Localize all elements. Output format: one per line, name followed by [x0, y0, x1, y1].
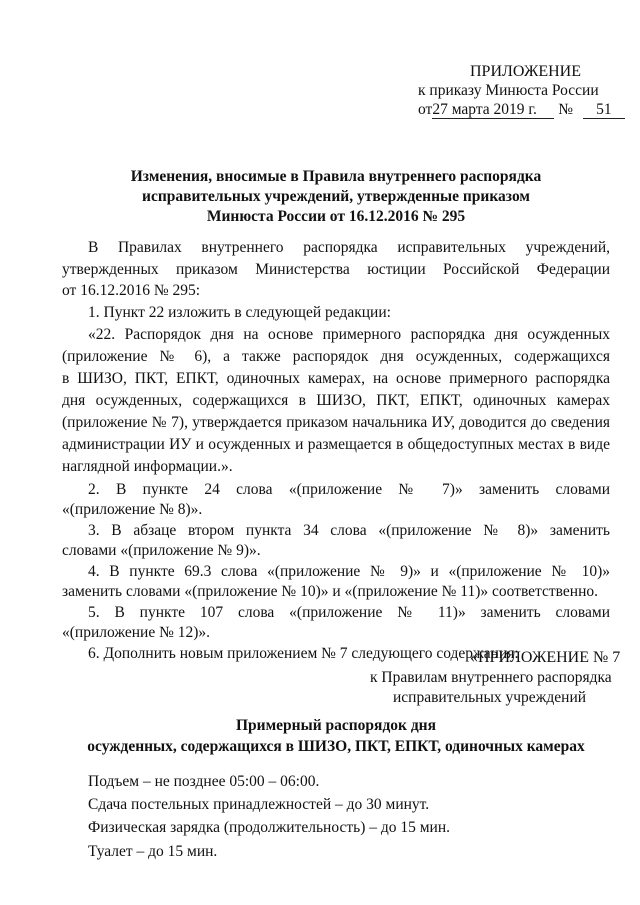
schedule-item: Физическая зарядка (продолжительность) – до 15 мин.: [88, 819, 451, 836]
order-number: 51: [583, 102, 625, 119]
title-line: Изменения, вносимые в Правила внутреннего распорядка: [130, 168, 542, 185]
title-line: исправительных учреждений, утвержденные приказом: [142, 188, 530, 205]
body-line: дня осужденных, содержащихся в ШИЗО, ПКТ, ЕПКТ, одиночных камерах: [62, 392, 610, 409]
from-label: от: [418, 101, 433, 118]
appendix-heading: ПРИЛОЖЕНИЕ: [470, 63, 582, 80]
body-line: словами «(приложение № 9)».: [62, 542, 261, 559]
title-line: Минюста России от 16.12.2016 № 295: [206, 208, 466, 225]
schedule-item: Туалет – до 15 мин.: [88, 843, 218, 860]
body-line: наглядной информации.».: [62, 458, 233, 475]
body-line: (приложение № 6), а также распорядок дня осужденных, содержащихся: [62, 348, 610, 365]
body-line: от 16.12.2016 № 295:: [62, 282, 201, 299]
schedule-item: Подъем – не позднее 05:00 – 06:00.: [88, 773, 320, 790]
order-date: 27 марта 2019 г.: [432, 102, 554, 119]
body-line: «22. Распорядок дня на основе примерного распорядка дня осужденных: [88, 326, 610, 343]
body-line: 3. В абзаце втором пункта 34 слова «(приложение № 8)» заменить: [88, 522, 610, 539]
body-line: заменить словами «(приложение № 10)» и «(приложение № 11)» соответственно.: [62, 583, 598, 600]
schedule-title-line: осужденных, содержащихся в ШИЗО, ПКТ, ЕПКТ, одиночных камерах: [87, 738, 585, 755]
body-line: «(приложение № 8)».: [62, 501, 203, 518]
body-line: 2. В пункте 24 слова «(приложение № 7)» заменить словами: [88, 481, 610, 498]
appendix-7-title: «ПРИЛОЖЕНИЕ № 7: [470, 649, 621, 666]
appendix-7-line2: к Правилам внутреннего распорядка: [370, 669, 612, 686]
appendix-7-line3: исправительных учреждений: [393, 689, 587, 706]
body-line: (приложение № 7), утверждается приказом начальника ИУ, доводится до сведения: [62, 414, 610, 431]
schedule-item: Сдача постельных принадлежностей – до 30 минут.: [88, 796, 430, 813]
body-line: администрации ИУ и осужденных и размещается в общедоступных местах в виде: [62, 436, 610, 453]
body-line: 4. В пункте 69.3 слова «(приложение № 9)» и «(приложение № 10)»: [88, 563, 610, 580]
body-line: утвержденных приказом Министерства юстиции Российской Федерации: [62, 261, 610, 278]
body-line: 1. Пункт 22 изложить в следующей редакции:: [88, 304, 391, 321]
body-line: 6. Дополнить новым приложением № 7 следующего содержания:: [88, 645, 519, 662]
body-line: в ШИЗО, ПКТ, ЕПКТ, одиночных камерах, на основе примерного распорядка: [62, 370, 610, 387]
body-line: «(приложение № 12)».: [62, 624, 211, 641]
order-date-line: [418, 100, 625, 120]
schedule-title-line: Примерный распорядок дня: [236, 717, 436, 734]
body-line: В Правилах внутреннего распорядка исправительных учреждений,: [88, 239, 610, 256]
number-label: №: [558, 101, 573, 118]
body-line: 5. В пункте 107 слова «(приложение № 11)» заменить словами: [88, 604, 610, 621]
order-reference: к приказу Минюста России: [418, 82, 599, 99]
